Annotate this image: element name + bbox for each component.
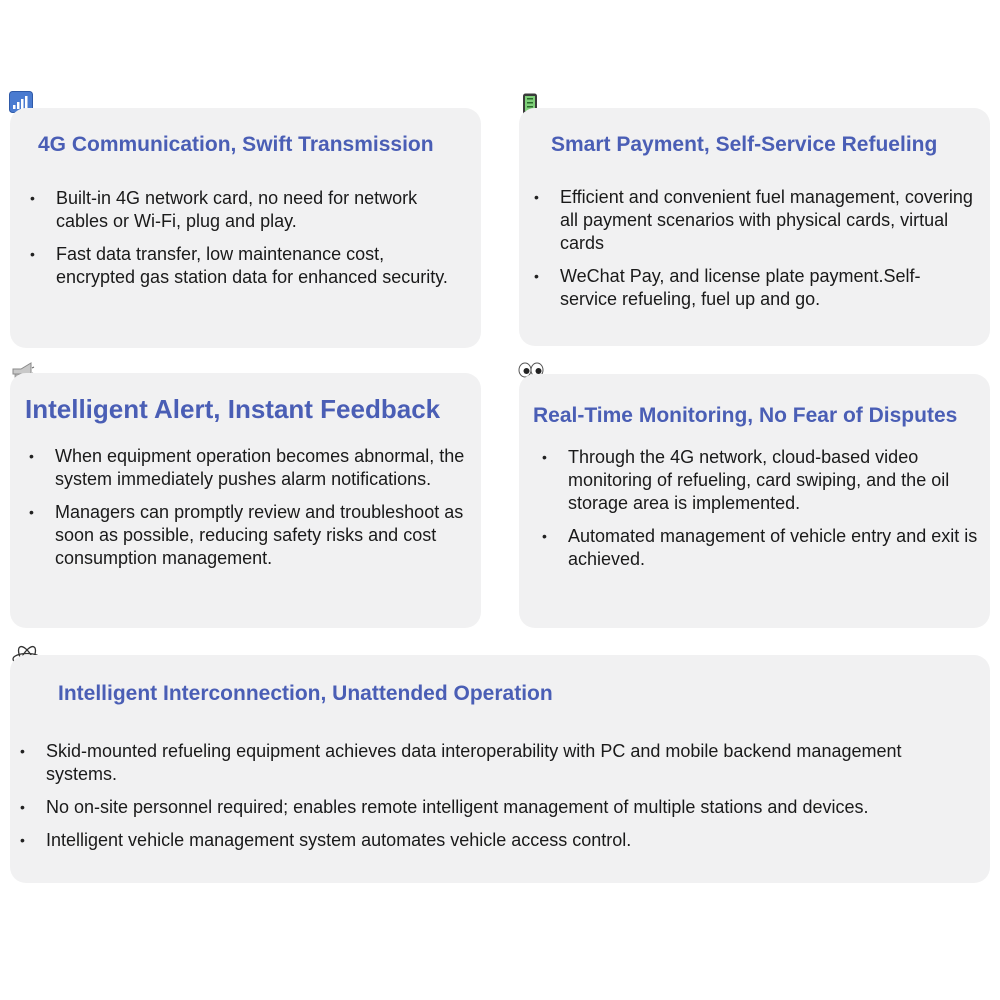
feature-card-4g — [10, 108, 481, 348]
list-item: • Efficient and convenient fuel management, covering all payment scenarios with physical cards, virtual cards — [534, 186, 974, 255]
list-item: • When equipment operation becomes abnormal, the system immediately pushes alarm notifications. — [29, 445, 469, 491]
list-item: • Fast data transfer, low maintenance cost, encrypted gas station data for enhanced security. — [30, 243, 460, 289]
bullet-list — [29, 445, 469, 580]
card-title: Intelligent Alert, Instant Feedback — [25, 394, 441, 424]
list-item: • Intelligent vehicle management system automates vehicle access control. — [20, 829, 970, 852]
card-title: Real-Time Monitoring, No Fear of Disputes — [533, 404, 958, 427]
card-title: Intelligent Interconnection, Unattended Operation — [58, 682, 553, 705]
list-item: • WeChat Pay, and license plate payment.Self-service refueling, fuel up and go. — [534, 265, 974, 311]
bullet-list — [30, 187, 460, 299]
card-title: Smart Payment, Self-Service Refueling — [551, 133, 938, 156]
card-title: 4G Communication, Swift Transmission — [38, 133, 434, 156]
feature-card-payment — [519, 108, 990, 346]
list-item: • Skid-mounted refueling equipment achieves data interoperability with PC and mobile backend management systems. — [20, 740, 970, 786]
list-item: • Through the 4G network, cloud-based video monitoring of refueling, card swiping, and the oil storage area is implemented. — [542, 446, 982, 515]
feature-card-interconnection — [10, 655, 990, 883]
feature-card-alert — [10, 373, 481, 628]
list-item: • No on-site personnel required; enables remote intelligent management of multiple stations and devices. — [20, 796, 970, 819]
bullet-list — [542, 446, 982, 581]
bullet-list — [534, 186, 974, 321]
list-item: • Managers can promptly review and troubleshoot as soon as possible, reducing safety risks and cost consumption management. — [29, 501, 469, 570]
bullet-list — [20, 740, 970, 862]
list-item: • Built-in 4G network card, no need for network cables or Wi-Fi, plug and play. — [30, 187, 460, 233]
feature-card-monitoring — [519, 374, 990, 628]
list-item: • Automated management of vehicle entry and exit is achieved. — [542, 525, 982, 571]
